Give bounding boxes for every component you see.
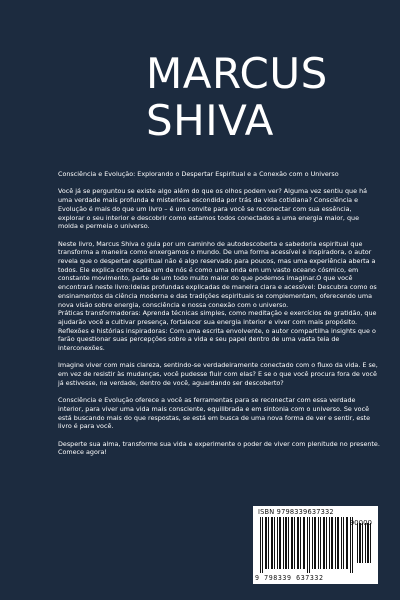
blurb-paragraph-6: Consciência e Evolução oferece a você as ferramentas para se reconectar com essa verdade interior, para viver uma vida mais consciente, equilibrada e em sintonia com o universo. Se você está buscando mais do que respostas, se está em busca de uma nova forma de ver e sentir, este livro é para você. (58, 396, 371, 431)
blurb-paragraph-7: Desperte sua alma, transforme sua vida e experimente o poder de viver com plenitude no presente. Comece agora! (58, 439, 380, 457)
blurb-subtitle: Consciência e Evolução: Explorando o Despertar Espiritual e a Conexão com o Universo (58, 170, 339, 178)
barcode-icon (258, 517, 373, 573)
blurb-paragraph-3: Práticas transformadoras: Aprenda técnicas simples, como meditação e exercícios de gratidão, que ajudarão você a cultivar presença, fortalecer sua energia interior e viver com mais propósito. (58, 309, 377, 326)
blurb-paragraph-1: Você já se perguntou se existe algo além do que os olhos podem ver? Alguma vez sentiu que há uma verdade mais profunda e misteriosa escondida por trás da vida cotidiana? Consciência e Evolução é mais do que um livro – é um convite para você se reconectar com sua essência, explorar o seu interior e descobrir como estamos todos conectados a uma energia maior, que molda e permeia o universo. (58, 187, 368, 231)
blurb-paragraph-5: Imagine viver com mais clareza, sentindo-se verdadeiramente conectado com o fluxo da vida. E se, em vez de resistir às mudanças, você pudesse fluir com elas? E se o que você procura fora de você já estivesse, na verdade, dentro de você, aguardando ser descoberto? (58, 361, 378, 387)
barcode-digits: 9 798339 637332 (255, 574, 324, 582)
author-name (146, 50, 386, 144)
isbn-barcode-box (253, 506, 378, 584)
blurb-paragraph-2: Neste livro, Marcus Shiva o guia por um caminho de autodescoberta e sabedoria espiritual que transforma a maneira como enxergamos o mundo. De uma forma acessível e inspiradora, o autor revela que o despertar espiritual não é algo reservado para poucos, mas uma experiência aberta a todos. Ele explica como cada um de nós é como uma onda em um vasto oceano cósmico, em constante movimento, parte de um todo muito maior do que podemos imaginar.O que você encontrará neste livro:Ideias profundas explicadas de maneira clara e acessível: Descubra como os ensinamentos da ciência moderna e das tradições espirituais se complementam, oferecendo uma nova visão sobre energia, consciência e nossa conexão com o universo. (58, 239, 377, 309)
author-first-name: MARCUS (146, 49, 328, 98)
author-last-name: SHIVA (146, 96, 274, 145)
isbn-label: ISBN 9798339637332 (258, 508, 334, 516)
back-cover-blurb (58, 170, 380, 466)
blurb-paragraph-4: Reflexões e histórias inspiradoras: Com uma escrita envolvente, o autor compartilha insights que o farão questionar suas percepções sobre a vida e seu papel dentro de uma vasta teia de interconexões. (58, 326, 376, 353)
